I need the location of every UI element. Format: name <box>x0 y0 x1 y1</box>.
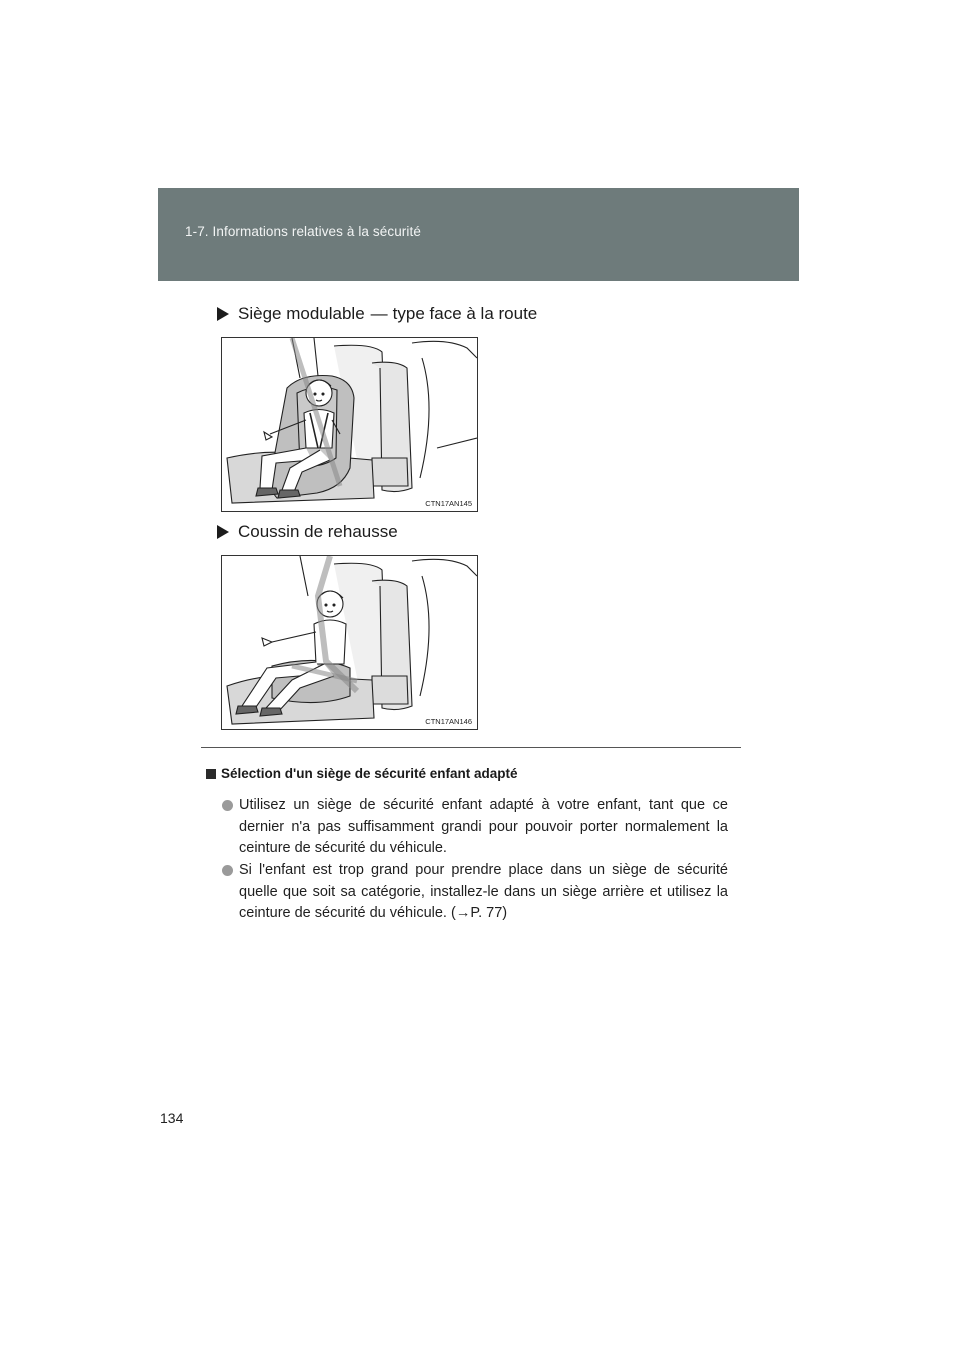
note-bullet-text: Utilisez un siège de sécurité enfant adapté à votre enfant, tant que ce dernier n'a pas suffisamment grandi pour pouvoir porter normalement la ceinture de sécurité du véhicule. <box>239 797 728 856</box>
note-bullet-text: Si l'enfant est trop grand pour prendre place dans un siège de sécurité quelle que soit sa catégorie, installez-le dans un siège arrière et utilisez la ceinture de sécurité du véhicule. (→P. 77) <box>239 862 728 921</box>
section-divider <box>201 747 741 748</box>
note-bullet-2 <box>222 860 728 925</box>
heading-text-before: Siège modulable <box>238 304 365 323</box>
note-title-text: Sélection d'un siège de sécurité enfant adapté <box>221 766 518 781</box>
booster-cushion-illustration <box>221 555 478 730</box>
heading-dash: — <box>370 304 387 323</box>
figure-heading-booster <box>217 522 398 542</box>
figure-code: CTN17AN145 <box>425 499 472 508</box>
figure-code: CTN17AN146 <box>425 717 472 726</box>
heading-text-after: type face à la route <box>392 304 538 323</box>
section-header-band <box>158 188 799 281</box>
circle-bullet-icon <box>222 865 233 876</box>
circle-bullet-icon <box>222 800 233 811</box>
square-bullet-icon <box>206 769 216 779</box>
triangle-bullet-icon <box>217 307 229 321</box>
figure-heading-forward-facing <box>217 304 537 324</box>
triangle-bullet-icon <box>217 525 229 539</box>
child-seat-drawing <box>222 338 477 511</box>
booster-drawing <box>222 556 477 729</box>
forward-facing-seat-illustration <box>221 337 478 512</box>
heading-text: Coussin de rehausse <box>238 522 398 541</box>
note-bullet-1 <box>222 795 728 860</box>
page-number: 134 <box>160 1110 184 1126</box>
note-title <box>206 766 518 781</box>
section-title: 1-7. Informations relatives à la sécurité <box>185 224 421 239</box>
